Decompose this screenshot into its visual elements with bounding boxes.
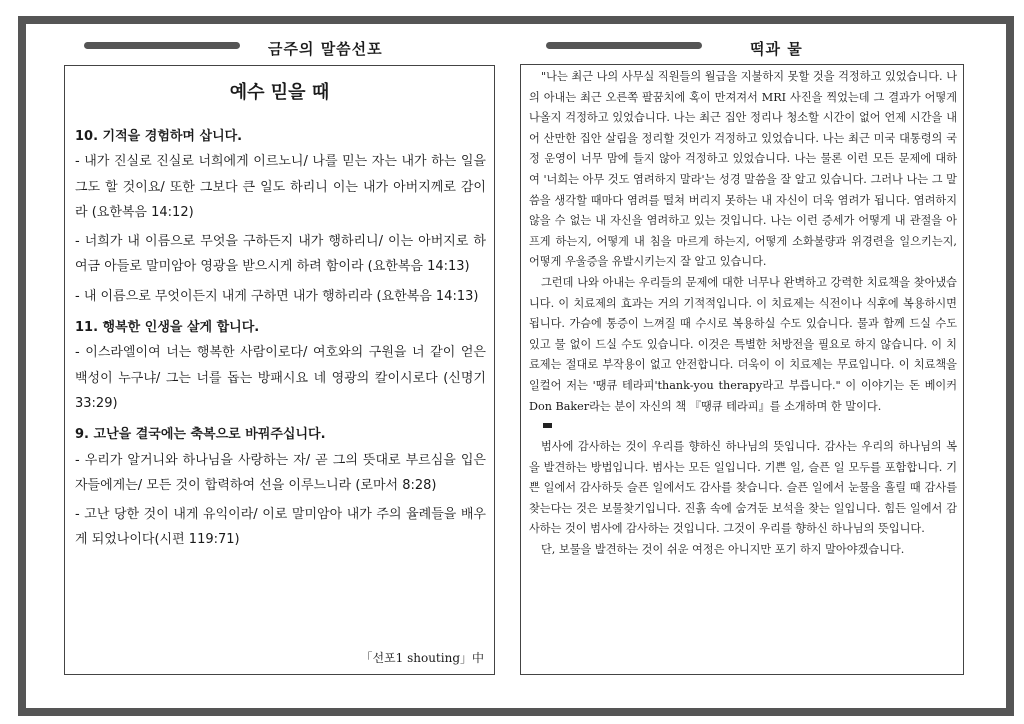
essay-paragraph: 단, 보물을 발견하는 것이 쉬운 여정은 아니지만 포기 하지 말아야겠습니다. [541,543,905,557]
verse-item: - 고난 당한 것이 내게 유익이라/ 이로 말미암아 내가 주의 율례들을 배우게 되었나이다(시편 119:71) [75,507,486,548]
sermon-box [64,65,495,675]
verse-item: - 우리가 알거니와 하나님을 사랑하는 자/ 곧 그의 뜻대로 부르심을 입은 자들에게는/ 모든 것이 합력하여 선을 이루느니라 (로마서 8:28) [75,452,486,493]
verse-item: - 이스라엘이여 너는 행복한 사람이로다/ 여호와의 구원을 너 같이 얻은 백성이 누구냐/ 그는 너를 돕는 방패시요 네 영광의 칼이시로다 (신명기 33:29) [75,345,486,411]
essay-paragraph: 그런데 나와 아내는 우리들의 문제에 대한 너무나 완벽하고 강력한 치료책을 찾아냈습니다. 이 치료제의 효과는 거의 기적적입니다. 이 치료제는 식전이나 식후에 복용하시면 됩니다. 가슴에 통증이 느껴질 때 수시로 복용하실 수도 있습니다. 물과 함께 드실 수도 있고 물 없이 드실 수도 있습니다. 이것은 특별한 처방전을 필요로 하지 않습니다. 이 치료제는 절대로 부작용이 없고 안전합니다. 더욱이 이 치료제는 무료입니다. 이 치료책을 일컬어 저는 '땡큐 테라피'thank-you therapy라고 부릅니다." 이 이야기는 돈 베이커Don Baker라는 분이 자신의 책 『땡큐 테라피』를 소개하며 한 말이다. [529,275,957,413]
section-heading: 9. 고난을 결국에는 축복으로 바꿔주십니다. [75,427,326,443]
square-bullet-icon [543,423,552,428]
verse-item: - 내가 진실로 진실로 너희에게 이르노니/ 나를 믿는 자는 내가 하는 일을 그도 할 것이요/ 또한 그보다 큰 일도 하리니 이는 내가 아버지께로 감이라 (요한복음 14:12) [75,154,486,220]
header-bar-left [84,42,240,49]
sermon-title: 예수 믿을 때 [229,82,330,103]
right-header-title: 떡과 물 [750,40,803,58]
essay-box [520,64,964,675]
essay-paragraph: 범사에 감사하는 것이 우리를 향하신 하나님의 뜻입니다. 감사는 우리의 하나님의 복을 발견하는 방법입니다. 범사는 모든 일입니다. 기쁜 일, 슬픈 일 모두를 포함합니다. 기쁜 일에서 감사하듯 슬픈 일에서도 감사를 찾습니다. 슬픈 일에서 눈물을 흘릴 때 감사를 찾는다는 것은 보물찾기입니다. 진흙 속에 숨겨둔 보석을 찾는 일입니다. 힘든 일에서 감사하는 것이 범사에 감사하는 것입니다. 그것이 우리를 향하신 하나님의 뜻입니다. [529,440,957,536]
section-heading: 10. 기적을 경험하며 삽니다. [75,129,243,144]
verse-item: - 너희가 내 이름으로 무엇을 구하든지 내가 행하리니/ 이는 아버지로 하여금 아들로 말미암아 영광을 받으시게 하려 함이라 (요한복음 14:13) [75,234,486,275]
essay-paragraph: "나는 최근 나의 사무실 직원들의 월급을 지불하지 못할 것을 걱정하고 있었습니다. 나의 아내는 최근 오른쪽 팔꿈치에 혹이 만져져서 MRI 사진을 찍었는데 그 결과가 어떻게 나올지 걱정하고 있었습니다. 나는 최근 집안 정리나 청소할 시간이 없어 언제 시간을 내어 산만한 집안 살림을 정리할 것인가 걱정하고 있었습니다. 나는 최근 미국 대통령의 국정 운영이 너무 맘에 들지 않아 걱정하고 있었습니다. 나는 물론 이런 모든 문제에 대하여 '너희는 아무 것도 염려하지 말라'는 성경 말씀을 잘 알고 있습니다. 그러나 나는 그 말씀을 생각할 때마다 염려를 떨쳐 버리지 못하는 내 자신이 더욱 염려가 됩니다. 염려하지 않을 수 없는 내 자신을 염려하고 있는 것입니다. 나는 이런 증세가 어떻게 내 관절을 아프게 하는지, 어떻게 내 침을 마르게 하는지, 어떻게 소화불량과 위경련을 일으키는지, 어떻게 우울증을 유발시키는지 잘 알고 있습니다. [529,70,957,269]
verse-item: - 내 이름으로 무엇이든지 내게 구하면 내가 행하리라 (요한복음 14:13) [75,288,479,304]
essay-content [529,67,957,561]
header-bar-right [546,42,702,49]
source-note: 「선포1 shouting」中 [360,651,484,665]
section-heading: 11. 행복한 인생을 살게 합니다. [75,320,260,336]
left-header-title: 금주의 말씀선포 [268,40,383,58]
sermon-content [75,118,486,557]
